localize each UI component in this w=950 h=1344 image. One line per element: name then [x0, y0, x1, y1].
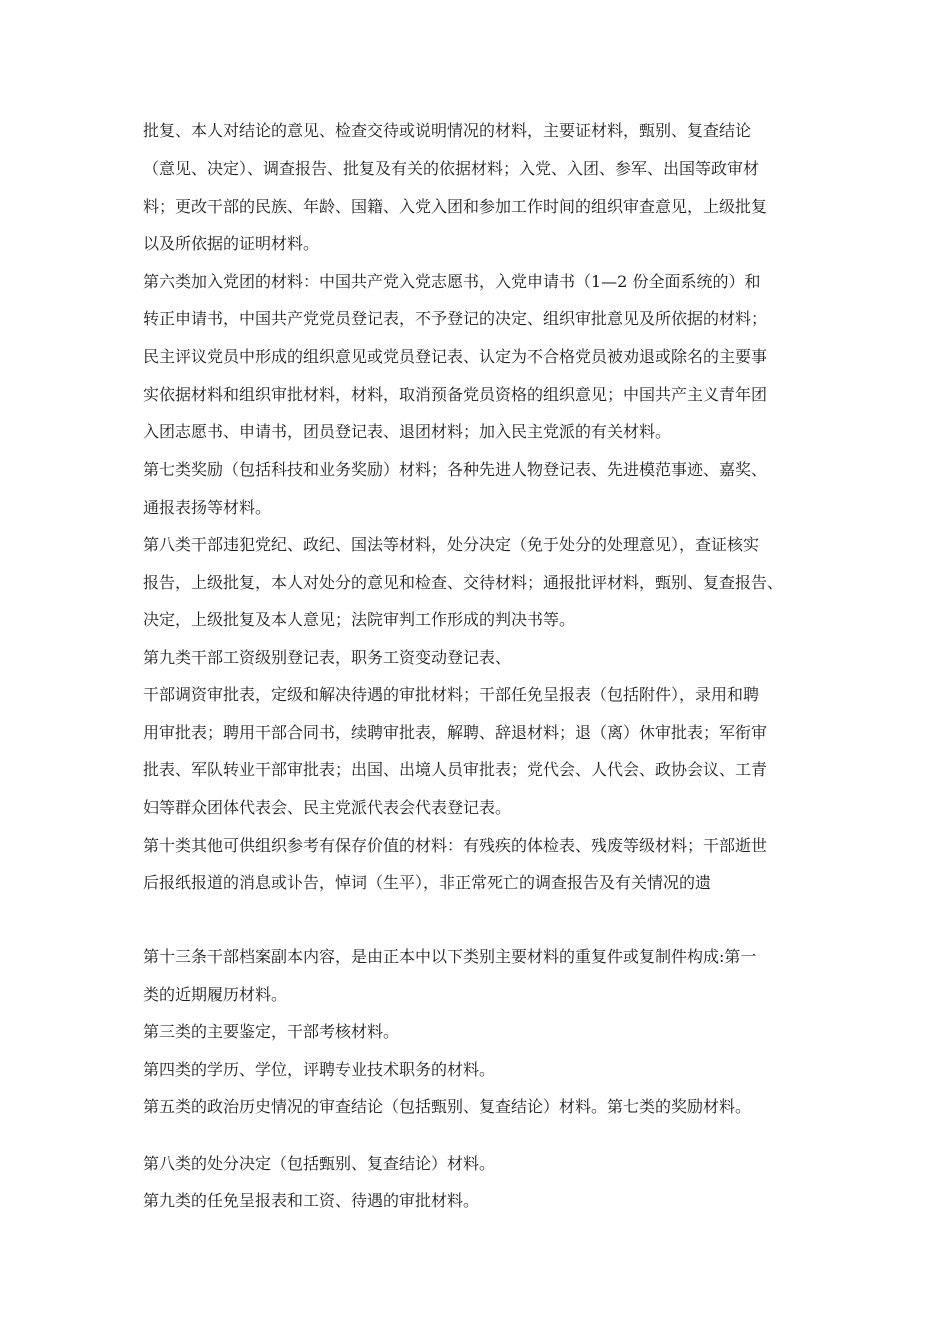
text-line: 第八类的处分决定（包括甄别、复查结论）材料。 — [143, 1154, 496, 1173]
text-line: 第八类干部违犯党纪、政纪、国法等材料，处分决定（免于处分的处理意见），查证核实 — [143, 535, 760, 554]
text-line: 决定，上级批复及本人意见；法院审判工作形成的判决书等。 — [143, 610, 576, 629]
text-line: 干部调资审批表，定级和解决待遇的审批材料；干部任免呈报表（包括附件），录用和聘 — [143, 685, 760, 704]
text-line: （意见、决定）、调查报告、批复及有关的依据材料；入党、入团、参军、出国等政审材 — [143, 159, 760, 178]
text-line: 第十三条干部档案副本内容，是由正本中以下类别主要材料的重复件或复制件构成:第一 — [143, 947, 757, 966]
text-line: 第五类的政治历史情况的审查结论（包括甄别、复查结论）材料。第七类的奖励材料。 — [143, 1097, 752, 1116]
text-line: 入团志愿书、申请书，团员登记表、退团材料；加入民主党派的有关材料。 — [143, 422, 672, 441]
text-line: 报告，上级批复，本人对处分的意见和检查、交待材料；通报批评材料，甄别、复查报告、 — [143, 573, 784, 592]
text-line: 通报表扬等材料。 — [143, 498, 272, 517]
text-line: 第九类的任免呈报表和工资、待遇的审批材料。 — [143, 1191, 480, 1210]
text-line: 以及所依据的证明材料。 — [143, 234, 320, 253]
text-line: 批复、本人对结论的意见、检查交待或说明情况的材料，主要证材料，甄别、复查结论 — [143, 121, 752, 140]
text-line: 料；更改干部的民族、年龄、国籍、入党入团和参加工作时间的组织审查意见，上级批复 — [143, 197, 768, 216]
text-line: 实依据材料和组织审批材料，材料，取消预备党员资格的组织意见；中国共产主义青年团 — [143, 385, 768, 404]
text-line: 妇等群众团体代表会、民主党派代表会代表登记表。 — [143, 798, 512, 817]
text-line: 类的近期履历材料。 — [143, 985, 288, 1004]
text-line: 用审批表；聘用干部合同书，续聘审批表，解聘、辞退材料；退（离）休审批表；军衔审 — [143, 723, 768, 742]
text-line: 转正申请书，中国共产党党员登记表，不予登记的决定、组织审批意见及所依据的材料； — [143, 309, 768, 328]
text-line: 第九类干部工资级别登记表，职务工资变动登记表、 — [143, 648, 512, 667]
text-line: 批表、军队转业干部审批表；出国、出境人员审批表；党代会、人代会、政协会议、工青 — [143, 760, 768, 779]
text-line: 第三类的主要鉴定，干部考核材料。 — [143, 1022, 400, 1041]
text-line: 后报纸报道的消息或讣告，悼词（生平），非正常死亡的调查报告及有关情况的遗 — [143, 873, 712, 892]
text-line: 第四类的学历、学位，评聘专业技术职务的材料。 — [143, 1060, 496, 1079]
text-line: 第十类其他可供组织参考有保存价值的材料：有残疾的体检表、残废等级材料；干部逝世 — [143, 836, 768, 855]
text-line: 第七类奖励（包括科技和业务奖励）材料；各种先进人物登记表、先进模范事迹、嘉奖、 — [143, 460, 768, 479]
text-line: 第六类加入党团的材料：中国共产党入党志愿书，入党申请书（1—2 份全面系统的）和 — [143, 272, 761, 291]
text-line: 民主评议党员中形成的组织意见或党员登记表、认定为不合格党员被劝退或除名的主要事 — [143, 347, 768, 366]
